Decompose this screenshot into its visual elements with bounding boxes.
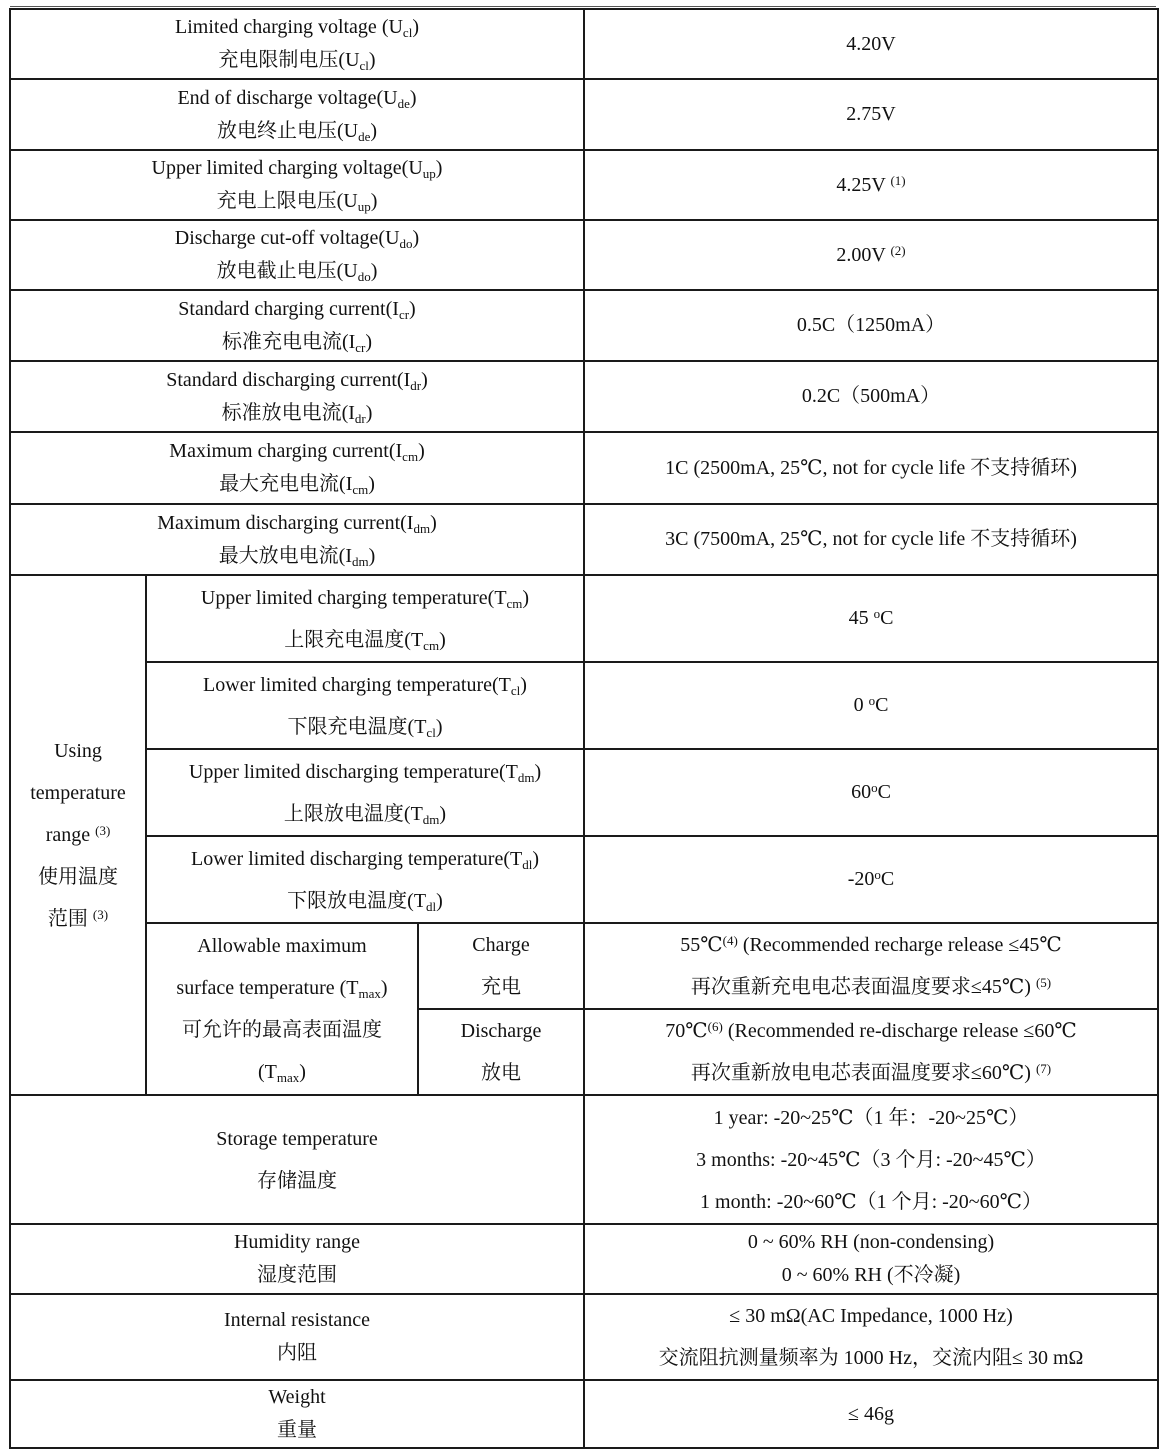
- param-cell: Standard charging $current(I_{cr})$ 标准充电电流$(I_{cr})$: [10, 290, 584, 361]
- param-cell: Maximum charging $current(I_{cm})$ 最大充电电流$(I_{cm})$: [10, 432, 584, 504]
- value-cell: 2.00V $^{(2)}$: [584, 220, 1158, 290]
- param-cell: Upper limited charging $temperature(T_{cm})$ 上限充电温度$(T_{cm})$: [146, 575, 584, 662]
- param-cell: Weight 重量: [10, 1380, 584, 1448]
- value-cell: ≤ 30 mΩ(AC Impedance, 1000 Hz) 交流阻抗测量频率为 1000 Hz，交流内阻≤ 30 mΩ: [584, 1294, 1158, 1380]
- value-cell: 0.2C（500mA）: [584, 361, 1158, 432]
- value-cell: 4.20V: [584, 9, 1158, 79]
- value-cell: 0.5C（1250mA）: [584, 290, 1158, 361]
- param-cell: Standard discharging $current(I_{dr})$ 标准放电电流$(I_{dr})$: [10, 361, 584, 432]
- value-cell: ≤ 46g: [584, 1380, 1158, 1448]
- table-row: [10, 220, 1158, 290]
- value-cell: 0 ~ 60% RH (non-condensing) 0 ~ 60% RH (不冷凝): [584, 1224, 1158, 1294]
- discharge-label: Discharge 放电: [418, 1009, 584, 1095]
- surface-temp-label: Allowable maximum surface temperature $(T_{max})$ 可允许的最高表面温度 $(T_{max})$: [146, 923, 418, 1095]
- table-row: [10, 1095, 1158, 1224]
- value-cell: 70℃$^{(6)}$ (Recommended re-discharge release ≤60℃ 再次重新放电电芯表面温度要求≤60℃) $^{(7)}$: [584, 1009, 1158, 1095]
- param-cell: End of discharge $voltage(U_{de})$ 放电终止电压$(U_{de})$: [10, 79, 584, 150]
- table-row: [10, 432, 1158, 504]
- value-cell: 45 $^o$C: [584, 575, 1158, 662]
- table-row: [10, 1380, 1158, 1448]
- value-cell: 1 year: -20~25℃（1 年：-20~25℃） 3 months: -20~45℃（3 个月: -20~45℃） 1 month: -20~60℃（1 个月: -20~60℃）: [584, 1095, 1158, 1224]
- table-row: [10, 290, 1158, 361]
- param-cell: Discharge cut-off $voltage(U_{do})$ 放电截止电压$(U_{do})$: [10, 220, 584, 290]
- value-cell: 1C (2500mA, 25℃, not for cycle life 不支持循环): [584, 432, 1158, 504]
- table-row: [10, 504, 1158, 575]
- param-cell: Upper limited discharging $temperature(T_{dm})$ 上限放电温度$(T_{dm})$: [146, 749, 584, 836]
- value-cell: 4.25V $^{(1)}$: [584, 150, 1158, 220]
- table-row: [10, 1294, 1158, 1380]
- param-cell: Lower limited charging $temperature(T_{cl})$ 下限充电温度$(T_{cl})$: [146, 662, 584, 749]
- value-cell: -20$^o$C: [584, 836, 1158, 923]
- table-row: [10, 9, 1158, 79]
- table-row: [10, 662, 1158, 749]
- table-row: [10, 749, 1158, 836]
- value-cell: 2.75V: [584, 79, 1158, 150]
- top-rule: [10, 6, 1156, 7]
- table-row: [10, 79, 1158, 150]
- table-row: [10, 150, 1158, 220]
- table-row: [10, 1224, 1158, 1294]
- param-cell: Upper limited charging $voltage(U_{up})$ 充电上限电压$(U_{up})$: [10, 150, 584, 220]
- table-row: [10, 836, 1158, 923]
- param-cell: Limited charging voltage $(U_{cl})$ 充电限制电压$(U_{cl})$: [10, 9, 584, 79]
- param-cell: Humidity range 湿度范围: [10, 1224, 584, 1294]
- table-row: [10, 361, 1158, 432]
- value-cell: 0 $^o$C: [584, 662, 1158, 749]
- table-row: [10, 575, 1158, 662]
- value-cell: 55℃$^{(4)}$ (Recommended recharge release ≤45℃ 再次重新充电电芯表面温度要求≤45℃) $^{(5)}$: [584, 923, 1158, 1009]
- value-cell: 3C (7500mA, 25℃, not for cycle life 不支持循环): [584, 504, 1158, 575]
- param-cell: Lower limited discharging $temperature(T_{dl})$ 下限放电温度$(T_{dl})$: [146, 836, 584, 923]
- spec-table: [9, 8, 1159, 1449]
- temp-range-label: Using temperature range $^{(3)}$ 使用温度 范围 $^{(3)}$: [10, 575, 146, 1095]
- param-cell: Maximum discharging $current(I_{dm})$ 最大放电电流$(I_{dm})$: [10, 504, 584, 575]
- charge-label: Charge 充电: [418, 923, 584, 1009]
- param-cell: Storage temperature 存储温度: [10, 1095, 584, 1224]
- table-row: [10, 923, 1158, 1009]
- value-cell: 60$^o$C: [584, 749, 1158, 836]
- param-cell: Internal resistance 内阻: [10, 1294, 584, 1380]
